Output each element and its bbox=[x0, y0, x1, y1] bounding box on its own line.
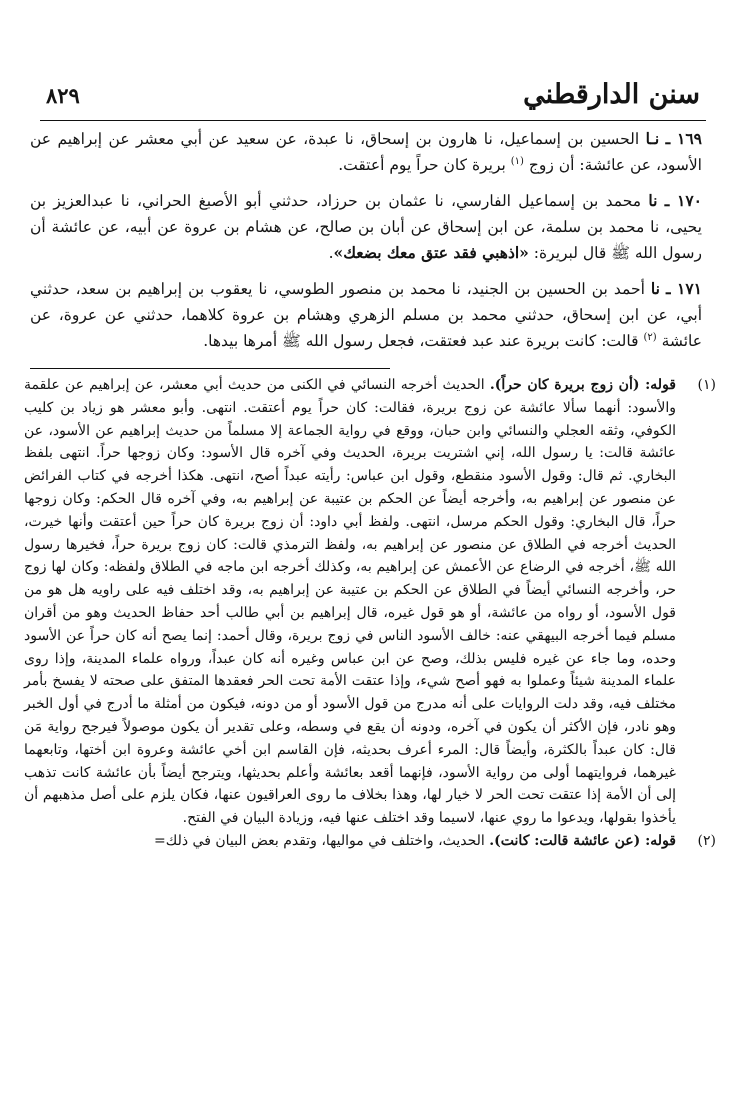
footnote-text: الحديث، واختلف في مواليها، وتقدم بعض البيان في ذلك= bbox=[154, 832, 485, 849]
footnote-2 bbox=[24, 830, 716, 853]
prophetic-quote: «اذهبي فقد عتق معك بضعك» bbox=[333, 243, 529, 262]
footnote-text: الحديث أخرجه النسائي في الكنى من حديث أبي معشر، عن إبراهيم عن علقمة والأسود: أنهما سألا عائشة عن زوج بريرة، فقالت: كان حراً يوم أعتقت. انتهى. وأبو معشر هو زياد بن كليب الكوفي، وثقه العجلي والنسائي وابن حبان، ووقع في رواية الجماعة إلا مسلماً من حديث إبراهيم عن الأسود، عن عائشة قالت: يا رسول الله، إني اشتريت بريرة، الحديث وفي آخره قال الأسود: وكان زوجها حراً. انتهى بلفظ البخاري. ثم قال: وقول الأسود منقطع، وقول ابن عباس: رأيته عبداً أصح، انتهى. هكذا أخرجه في كتاب الفرائض عن منصور عن إبراهيم به، وأخرجه أيضاً عن الحكم بن عتيبة عن إبراهيم به، وفي آخره قال الحكم: وكان زوجها حراً، قال البخاري: وقول الحكم مرسل، انتهى. ولفظ أبي داود: أن زوج بريرة كان حراً حين أعتقت وأنها خيرت، الحديث أخرجه في الطلاق عن منصور عن إبراهيم به، ولفظ الترمذي قالت: كان زوج بريرة حراً، فخيرها رسول الله ﷺ، أخرجه في الرضاع عن الأعمش عن إبراهيم به، وكذلك أخرجه ابن ماجه في الطلاق ولفظه: وكان لها زوج حر، وأخرجه النسائي أيضاً في الطلاق عن الحكم بن عتيبة عن إبراهيم به، وقد اختلف فيه على راويه هل هو من قول الأسود، أو رواه من عائشة، أو هو قول غيره، قال إبراهيم بن أبي طالب أحد حفاظ الحديث وهو من أقران مسلم فيما أخرجه البيهقي عنه: خالف الأسود الناس في زوج بريرة، وقال أحمد: إنما يصح أنه كان حراً عن الأسود وحده، وما جاء عن غيره فليس بذلك، وصح عن ابن عباس وغيره أنه كان عبداً، ورواه علماء المدينة، وإذا روى علماء المدينة شيئاً وعملوا به فهو أصح شيء، وإذا عتقت الأمة تحت الحر فعقدها المتفق على صحته لا يفسخ بأمر مختلف فيه، وقد دلت الروايات على أنه مدرج من قول الأسود أو من دونه، فيكون من أمثلة ما أدرج في أول الخبر وهو نادر، فإن الأكثر أن يكون في آخره، ودونه أن يقع في وسطه، وعلى تقدير أن يكون موصولاً فيرجح رواية مَن قال: كان عبداً بالكثرة، وأيضاً قال: المرء أعرف بحديثه، فإن القاسم ابن أخي عائشة وعروة ابن أختها، وتابعهما غيرهما، فروايتهما أولى من رواية الأسود، فإنهما أقعد بعائشة وأعلم بحديثها، ويترجح أيضاً بأن عائشة كانت تذهب إلى أن الأمة إذا عتقت تحت الحر لا خيار لها، وهذا بخلاف ما روى العراقيون عنها، فكان يلزم على أصل مذهبهم أن يأخذوا بقولها، ويدعوا ما روي عنها، لاسيما وقد اختلف عنها فيه، وزيادة البيان في الفتح. bbox=[24, 377, 676, 827]
hadith-number: ١٧٠ ـ bbox=[664, 191, 703, 210]
footnote-heading: قوله: (أن زوج بريرة كان حراً). bbox=[489, 377, 676, 393]
hadith-text bbox=[30, 126, 702, 364]
narration-abbr: نا bbox=[650, 279, 660, 298]
hadith-text-part: أحمد بن الحسين بن الجنيد، نا محمد بن منصور الطوسي، نا يعقوب بن إبراهيم بن سعد، حدثني أبي، عن ابن إسحاق، حدثني محمد بن مسلم الزهري وهشام بن عروة كلاهما، حدثني عن عروة، عن عائشة bbox=[30, 280, 702, 350]
footnote-divider bbox=[30, 368, 390, 369]
hadith-text-part: محمد بن إسماعيل الفارسي، نا عثمان بن حرزاد، حدثني أبو الأصبغ الحراني، نا عبدالعزيز بن يحيى، نا محمد بن سلمة، عن ابن إسحاق عن أبان بن صالح، عن هشام بن عروة عن أبيه، عن عائشة أن رسول الله ﷺ قال لبريرة: bbox=[30, 192, 702, 262]
narration-abbr: نـا bbox=[645, 129, 660, 148]
hadith-number: ١٦٩ ـ bbox=[665, 129, 702, 148]
page-number: ٨٢٩ bbox=[46, 83, 80, 108]
hadith-169 bbox=[30, 126, 702, 178]
hadith-171 bbox=[30, 276, 702, 354]
book-title: سنن الدارقطني bbox=[523, 79, 700, 110]
footnote-number: (٢) bbox=[697, 832, 716, 849]
hadith-170 bbox=[30, 188, 702, 266]
hadith-text-part: بريرة كان حراً يوم أعتقت. bbox=[338, 156, 506, 174]
page-header bbox=[40, 78, 706, 118]
hadith-text-part: . bbox=[328, 244, 334, 262]
footnotes bbox=[24, 374, 716, 853]
header-divider bbox=[40, 120, 706, 121]
footnote-ref: (٢) bbox=[643, 331, 657, 343]
footnote-heading: قوله: (عن عائشة قالت: كانت). bbox=[489, 832, 676, 849]
hadith-text-part: الحسين بن إسماعيل، نا هارون بن إسحاق، نا عبدة، عن سعيد عن أبي معشر عن إبراهيم عن الأسود، عن عائشة: أن زوج bbox=[30, 130, 702, 174]
narration-abbr: نا bbox=[648, 191, 658, 210]
footnote-1 bbox=[24, 374, 716, 830]
footnote-number: (١) bbox=[697, 377, 716, 393]
footnote-ref: (١) bbox=[510, 155, 524, 167]
hadith-text-part: قالت: كانت بريرة عند عبد فعتقت، فجعل رسول الله ﷺ أمرها بيدها. bbox=[203, 332, 639, 350]
hadith-number: ١٧١ ـ bbox=[665, 279, 702, 298]
